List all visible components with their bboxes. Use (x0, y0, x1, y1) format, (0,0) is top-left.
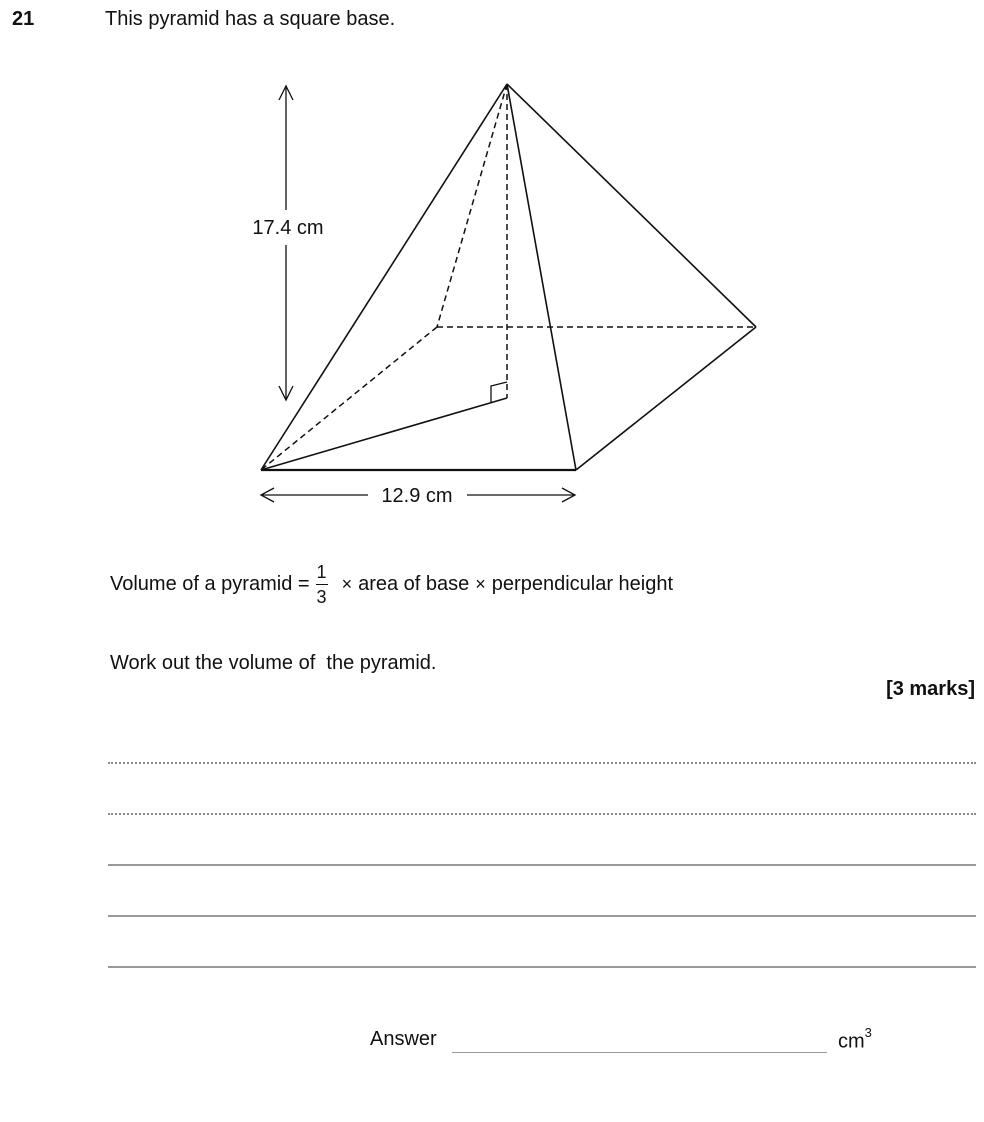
fraction-numerator: 1 (316, 562, 327, 582)
base-right-edge (576, 327, 756, 470)
instruction-text: Work out the volume of the pyramid. (110, 652, 437, 674)
question-number: 21 (12, 8, 35, 30)
times-symbol: × (341, 574, 353, 594)
half-diagonal (261, 398, 507, 470)
volume-formula (110, 562, 673, 607)
answer-label: Answer (370, 1028, 437, 1050)
working-line[interactable] (108, 813, 976, 815)
height-arrow (279, 86, 293, 400)
base-label: 12.9 cm (381, 485, 453, 507)
formula-suffix: perpendicular height (491, 573, 674, 595)
edge-front-left (261, 84, 507, 470)
question-text: This pyramid has a square base. (105, 8, 396, 30)
answer-field[interactable] (452, 1052, 827, 1053)
fraction-one-third (316, 562, 328, 607)
unit-base: cm (838, 1030, 865, 1053)
edge-back-left-hidden (437, 84, 507, 327)
formula-prefix: Volume of a pyramid = (110, 573, 310, 595)
marks-label: [3 marks] (886, 678, 975, 700)
working-line[interactable] (108, 915, 976, 917)
working-line[interactable] (108, 966, 976, 968)
answer-unit (838, 1025, 872, 1054)
unit-power: 3 (864, 1025, 872, 1040)
fraction-denominator: 3 (316, 587, 327, 607)
formula-middle: area of base (358, 573, 470, 595)
working-line[interactable] (108, 864, 976, 866)
working-line[interactable] (108, 762, 976, 764)
height-label: 17.4 cm (252, 217, 324, 239)
times-symbol: × (475, 574, 486, 594)
pyramid-diagram (0, 0, 984, 530)
fraction-bar (316, 584, 328, 585)
